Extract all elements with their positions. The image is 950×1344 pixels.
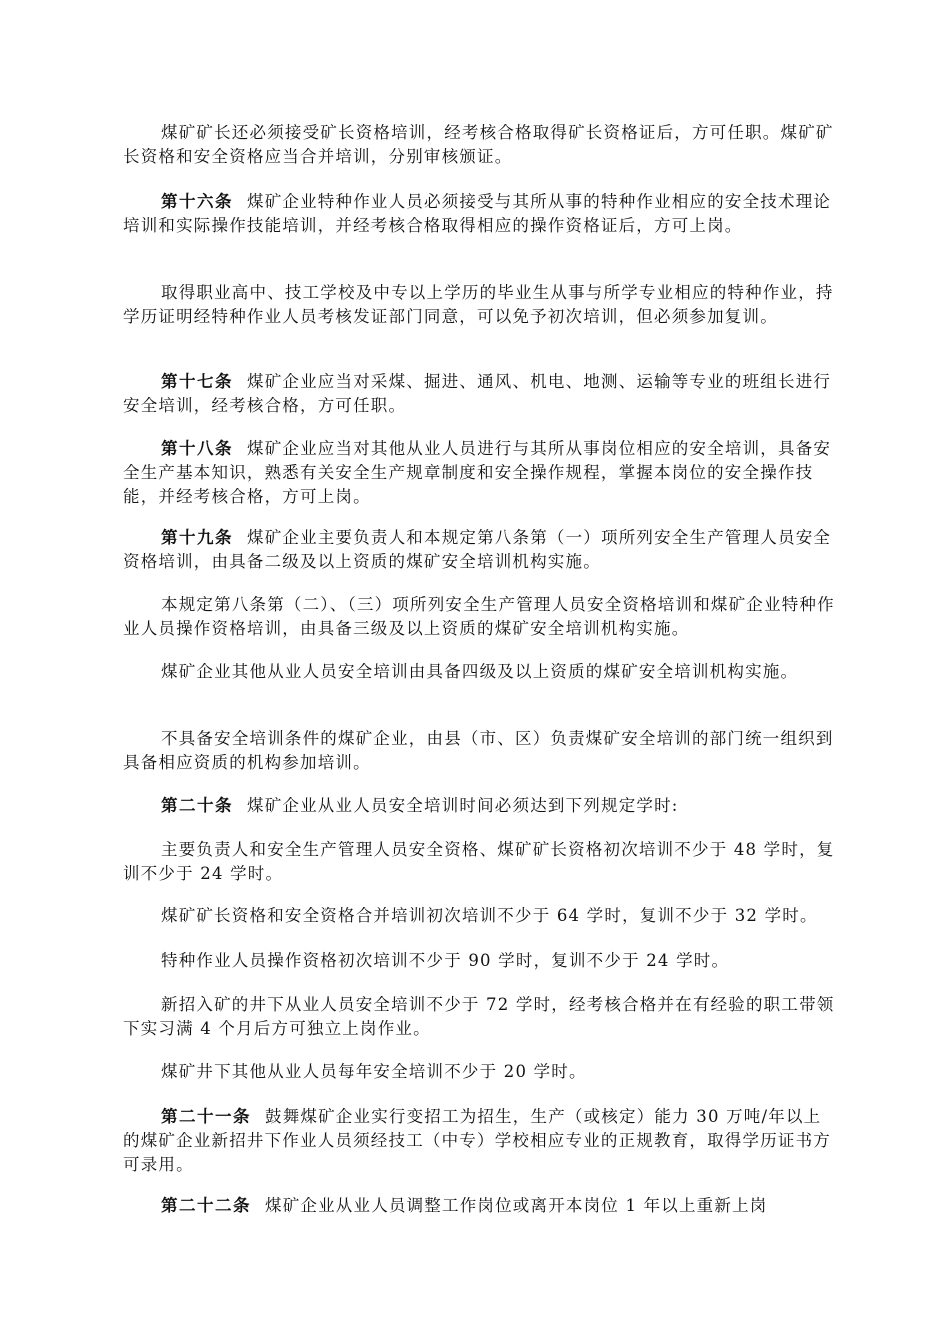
paragraph-text: 煤矿井下其他从业人员每年安全培训不少于 20 学时。 [161,1062,587,1081]
paragraph-text: 煤矿矿长还必须接受矿长资格培训，经考核合格取得矿长资格证后，方可任职。煤矿矿长资格和安全资格应当合并培训，分别审核颁证。 [123,123,834,166]
paragraph-text: 煤矿企业从业人员调整工作岗位或离开本岗位 1 年以上重新上岗 [265,1196,768,1215]
paragraph-text: 不具备安全培训条件的煤矿企业，由县（市、区）负责煤矿安全培训的部门统一组织到具备相应资质的机构参加培训。 [123,729,834,772]
paragraph-text: 煤矿企业从业人员安全培训时间必须达到下列规定学时: [247,796,679,815]
paragraph-text: 煤矿企业其他从业人员安全培训由具备四级及以上资质的煤矿安全培训机构实施。 [161,662,799,681]
paragraph [123,794,835,818]
paragraph [123,949,835,973]
paragraph-text: 本规定第八条第（二）、（三）项所列安全生产管理人员安全资格培训和煤矿企业特种作业人员操作资格培训，由具备三级及以上资质的煤矿安全培训机构实施。 [123,595,835,638]
paragraph-text: 取得职业高中、技工学校及中专以上学历的毕业生从事与所学专业相应的特种作业，持学历证明经特种作业人员考核发证部门同意，可以免予初次培训，但必须参加复训。 [123,283,834,326]
article-number: 第十八条 [161,439,233,458]
paragraph [123,1105,835,1177]
paragraph [123,370,835,418]
article-number: 第二十二条 [161,1196,251,1215]
paragraph-text: 煤矿矿长资格和安全资格合并培训初次培训不少于 64 学时，复训不少于 32 学时。 [161,906,818,925]
paragraph [123,281,835,329]
paragraph [123,121,835,169]
article-number: 第十六条 [161,192,233,211]
paragraph [123,526,835,574]
paragraph [123,437,835,509]
paragraph [123,1194,835,1218]
paragraph [123,593,835,641]
paragraph-text: 主要负责人和安全生产管理人员安全资格、煤矿矿长资格初次培训不少于 48 学时，复训不少于 24 学时。 [123,840,835,883]
paragraph [123,904,835,928]
paragraph-text: 煤矿企业主要负责人和本规定第八条第（一）项所列安全生产管理人员安全资格培训，由具备二级及以上资质的煤矿安全培训机构实施。 [123,528,832,571]
paragraph-text: 鼓舞煤矿企业实行变招工为招生，生产（或核定）能力 30 万吨/年以上的煤矿企业新招井下作业人员须经技工（中专）学校相应专业的正规教育，取得学历证书方可录用。 [123,1107,831,1174]
paragraph-text: 煤矿企业特种作业人员必须接受与其所从事的特种作业相应的安全技术理论培训和实际操作技能培训，并经考核合格取得相应的操作资格证后，方可上岗。 [123,192,832,235]
paragraph [123,660,835,684]
paragraph [123,1060,835,1084]
paragraph-text: 新招入矿的井下从业人员安全培训不少于 72 学时，经考核合格并在有经验的职工带领下实习满 4 个月后方可独立上岗作业。 [123,995,835,1038]
article-number: 第二十一条 [161,1107,251,1126]
paragraph [123,190,835,238]
article-number: 第十九条 [161,528,233,547]
article-number: 第二十条 [161,796,233,815]
paragraph-text: 特种作业人员操作资格初次培训不少于 90 学时，复训不少于 24 学时。 [161,951,730,970]
paragraph [123,727,835,775]
paragraph [123,993,835,1041]
article-number: 第十七条 [161,372,233,391]
paragraph [123,838,835,886]
paragraph-text: 煤矿企业应当对采煤、掘进、通风、机电、地测、运输等专业的班组长进行安全培训，经考核合格，方可任职。 [123,372,832,415]
paragraph-text: 煤矿企业应当对其他从业人员进行与其所从事岗位相应的安全培训，具备安全生产基本知识，熟悉有关安全生产规章制度和安全操作规程，掌握本岗位的安全操作技能，并经考核合格，方可上岗。 [123,439,832,506]
